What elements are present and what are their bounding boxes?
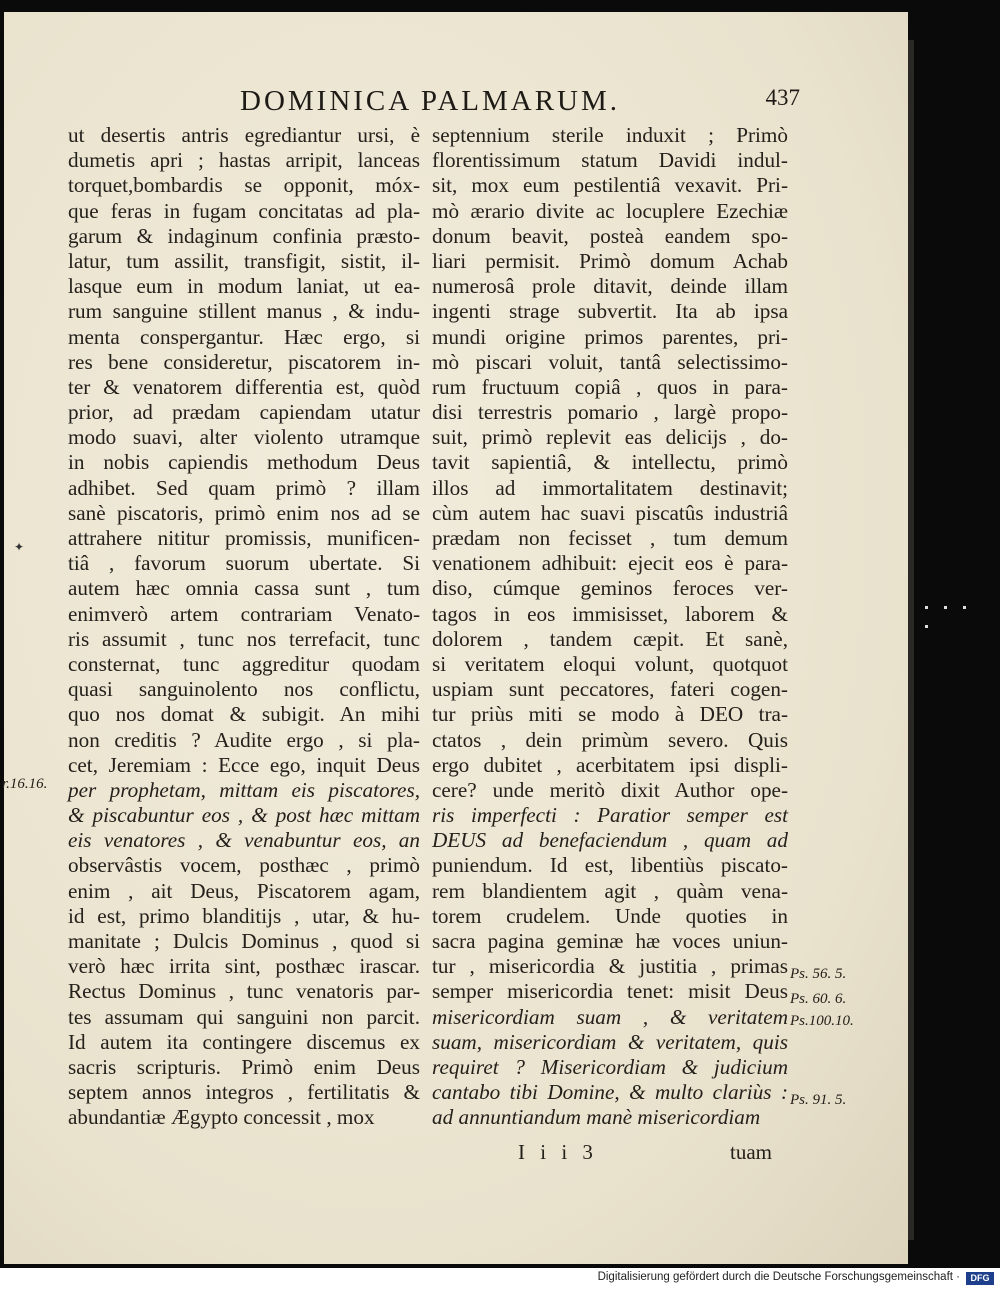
text-line: tur priùs miti se modo à DEO tra- — [432, 702, 788, 727]
page-footer — [0, 1140, 904, 1170]
text-line: suit, primò replevit eas delicijs , do- — [432, 425, 788, 450]
text-line: cet, Jeremiam : Ecce ego, inquit Deus — [68, 752, 420, 777]
text-line: diso, cúmque geminos feroces ver- — [432, 576, 788, 601]
text-line: rem blandientem agit , quàm vena- — [432, 878, 788, 903]
text-line: garum & indaginum confinia præsto- — [68, 223, 420, 248]
text-line: torquet,bombardis se opponit, móx- — [68, 173, 420, 198]
text-line: mundi origine primos parentes, pri- — [432, 324, 788, 349]
text-line: non creditis ? Audite ergo , si pla- — [68, 727, 420, 752]
text-line: torem crudelem. Unde quoties in — [432, 903, 788, 928]
text-line: eis venatores , & venabuntur eos, an — [68, 828, 420, 853]
text-line: disi terrestris pomario , largè propo- — [432, 400, 788, 425]
text-line: cùm autem hac suavi piscatûs industriâ — [432, 500, 788, 525]
text-line: uspiam sunt peccatores, fateri cogen- — [432, 677, 788, 702]
text-line: si veritatem eloqui volunt, quotquot — [432, 651, 788, 676]
text-line: & piscabuntur eos , & post hæc mittam — [68, 803, 420, 828]
text-line: in nobis capiendis methodum Deus — [68, 450, 420, 475]
text-line: suam, misericordiam & veritatem, quis — [432, 1029, 788, 1054]
text-line: mò ærario divite ac locuplere Ezechiæ — [432, 198, 788, 223]
text-line: illos ad immortalitatem destinavit; — [432, 475, 788, 500]
page-number: 437 — [765, 85, 800, 110]
text-line: menta conspergantur. Hæc ergo, si — [68, 324, 420, 349]
text-line: ergo dubitet , acerbitatem ipsi displi- — [432, 752, 788, 777]
text-line: misericordiam suam , & veritatem — [432, 1004, 788, 1029]
text-line: ris imperfecti : Paratior semper est — [432, 803, 788, 828]
left-text-column — [68, 123, 420, 1131]
text-line: tavit sapientiâ, & intellectu, primò — [432, 450, 788, 475]
text-line: res bene consideretur, piscatorem in- — [68, 349, 420, 374]
text-line: numerosâ prole ditavit, deinde illam — [432, 274, 788, 299]
text-line: quo nos domat & subigit. An mihi — [68, 702, 420, 727]
text-line: sacra pagina geminæ hæ voces uniun- — [432, 929, 788, 953]
catchword: tuam — [730, 1140, 772, 1164]
text-line: que feras in fugam concitatas ad pla- — [68, 198, 420, 223]
text-line: puniendum. Id est, libentiùs piscato- — [432, 853, 788, 878]
text-line: observâstis vocem, posthæc , primò — [68, 853, 420, 878]
text-line: enimverò artem contrariam Venato- — [68, 601, 420, 626]
text-line: quasi sanguinolento nos conflictu, — [68, 677, 420, 702]
text-line: ingenti strage subvertit. Ita ab ipsa — [432, 299, 788, 324]
text-line: sit, mox eum pestilentiâ vexavit. Pri- — [432, 173, 788, 198]
text-line: DEUS ad benefaciendum , quam ad — [432, 828, 788, 853]
text-line: venationem adhibuit: ejecit eos è para- — [432, 551, 788, 576]
text-line: prædam non fecisset , tum demum — [432, 526, 788, 550]
text-line: consternat, tunc aggreditur quodam — [68, 651, 420, 676]
margin-note-psalm-56: Ps. 56. 5. — [790, 966, 847, 982]
margin-note-psalm-100: Ps.100.10. — [790, 1013, 854, 1029]
text-line: ut desertis antris egrediantur ursi, è — [68, 123, 420, 147]
stray-ink-mark: ✦ — [14, 540, 25, 554]
text-line: lasque eum in modum laniat, ut ea- — [68, 274, 420, 299]
text-line: liari permisit. Primò domum Achab — [432, 248, 788, 273]
digitization-credit-bar — [0, 1268, 1000, 1289]
text-line: autem hæc omnia cassa sunt , tum — [68, 576, 420, 601]
margin-note-jeremiah: r.16.16. — [2, 776, 48, 792]
text-line: florentissimum statum Davidi indul- — [432, 148, 788, 173]
text-line: mò piscari voluit, tantâ selectissimo- — [432, 349, 788, 374]
text-line: septem annos integros , fertilitatis & — [68, 1080, 420, 1105]
text-line: tagos in eos immisisset, laborem & — [432, 601, 788, 626]
text-line: septennium sterile induxit ; Primò — [432, 123, 788, 147]
signature-mark: I i i 3 — [518, 1140, 598, 1164]
text-line: rum sanguine stillent manus , & indu- — [68, 299, 420, 324]
running-title: DOMINICA PALMARUM. — [240, 85, 621, 117]
dfg-logo: DFG — [966, 1272, 994, 1285]
text-line: prior, ad prædam capiendam utatur — [68, 400, 420, 425]
text-line: donum beavit, posteà eandem spo- — [432, 223, 788, 248]
text-line: ris assumit , tunc nos terrefacit, tunc — [68, 626, 420, 651]
right-text-column — [432, 123, 788, 1131]
text-line: ter & venatorem differentia est, quòd — [68, 374, 420, 399]
text-line: adhibet. Sed quam primò ? illam — [68, 475, 420, 500]
text-line: modo suavi, alter violento utramque — [68, 425, 420, 450]
margin-note-psalm-91: Ps. 91. 5. — [790, 1092, 847, 1108]
text-line: verò hæc irrita sint, posthæc irascar. — [68, 954, 420, 979]
text-line: tur , misericordia & justitia , primas — [432, 954, 788, 979]
text-line: per prophetam, mittam eis piscatores, — [68, 777, 420, 802]
text-line: requiret ? Misericordiam & judicium — [432, 1054, 788, 1079]
text-line: Id autem ita contingere discemus ex — [68, 1029, 420, 1054]
text-line: dolorem , tandem cæpit. Et sanè, — [432, 626, 788, 651]
text-line: rum fructuum copiâ , quos in para- — [432, 374, 788, 399]
text-line: cantabo tibi Domine, & multo clariùs : — [432, 1080, 788, 1105]
text-line: manitate ; Dulcis Dominus , quod si — [68, 929, 420, 953]
text-line: semper misericordia tenet: misit Deus — [432, 979, 788, 1004]
text-line: sacris scripturis. Primò enim Deus — [68, 1054, 420, 1079]
credit-text: Digitalisierung gefördert durch die Deutsche Forschungsgemeinschaft · — [597, 1271, 960, 1283]
margin-note-psalm-60: Ps. 60. 6. — [790, 991, 847, 1007]
text-line: dumetis apri ; hastas arripit, lanceas — [68, 148, 420, 173]
text-line: abundantiæ Ægypto concessit , mox — [68, 1105, 375, 1130]
text-line: id est, primo blanditijs , utar, & hu- — [68, 903, 420, 928]
text-line: tes assumam qui sanguini non parcit. — [68, 1004, 420, 1029]
page-edge-shadow — [908, 40, 914, 1240]
text-line: sanè piscatoris, primò enim nos ad se — [68, 500, 420, 525]
page-header — [240, 85, 800, 121]
text-line: latur, tum assilit, transfigit, sistit, il- — [68, 248, 420, 273]
text-line: Rectus Dominus , tunc venatoris par- — [68, 979, 420, 1004]
text-line: ad annuntiandum manè misericordiam — [432, 1105, 761, 1130]
text-line: cere? unde meritò dixit Author ope- — [432, 777, 788, 802]
text-line: ctatos , dein primùm severo. Quis — [432, 727, 788, 752]
text-line: tiâ , favorum suorum ubertate. Si — [68, 551, 420, 576]
scan-edge-marks — [925, 597, 1000, 609]
text-line: attrahere nititur promissis, munificen- — [68, 526, 420, 550]
text-line: enim , ait Deus, Piscatorem agam, — [68, 878, 420, 903]
